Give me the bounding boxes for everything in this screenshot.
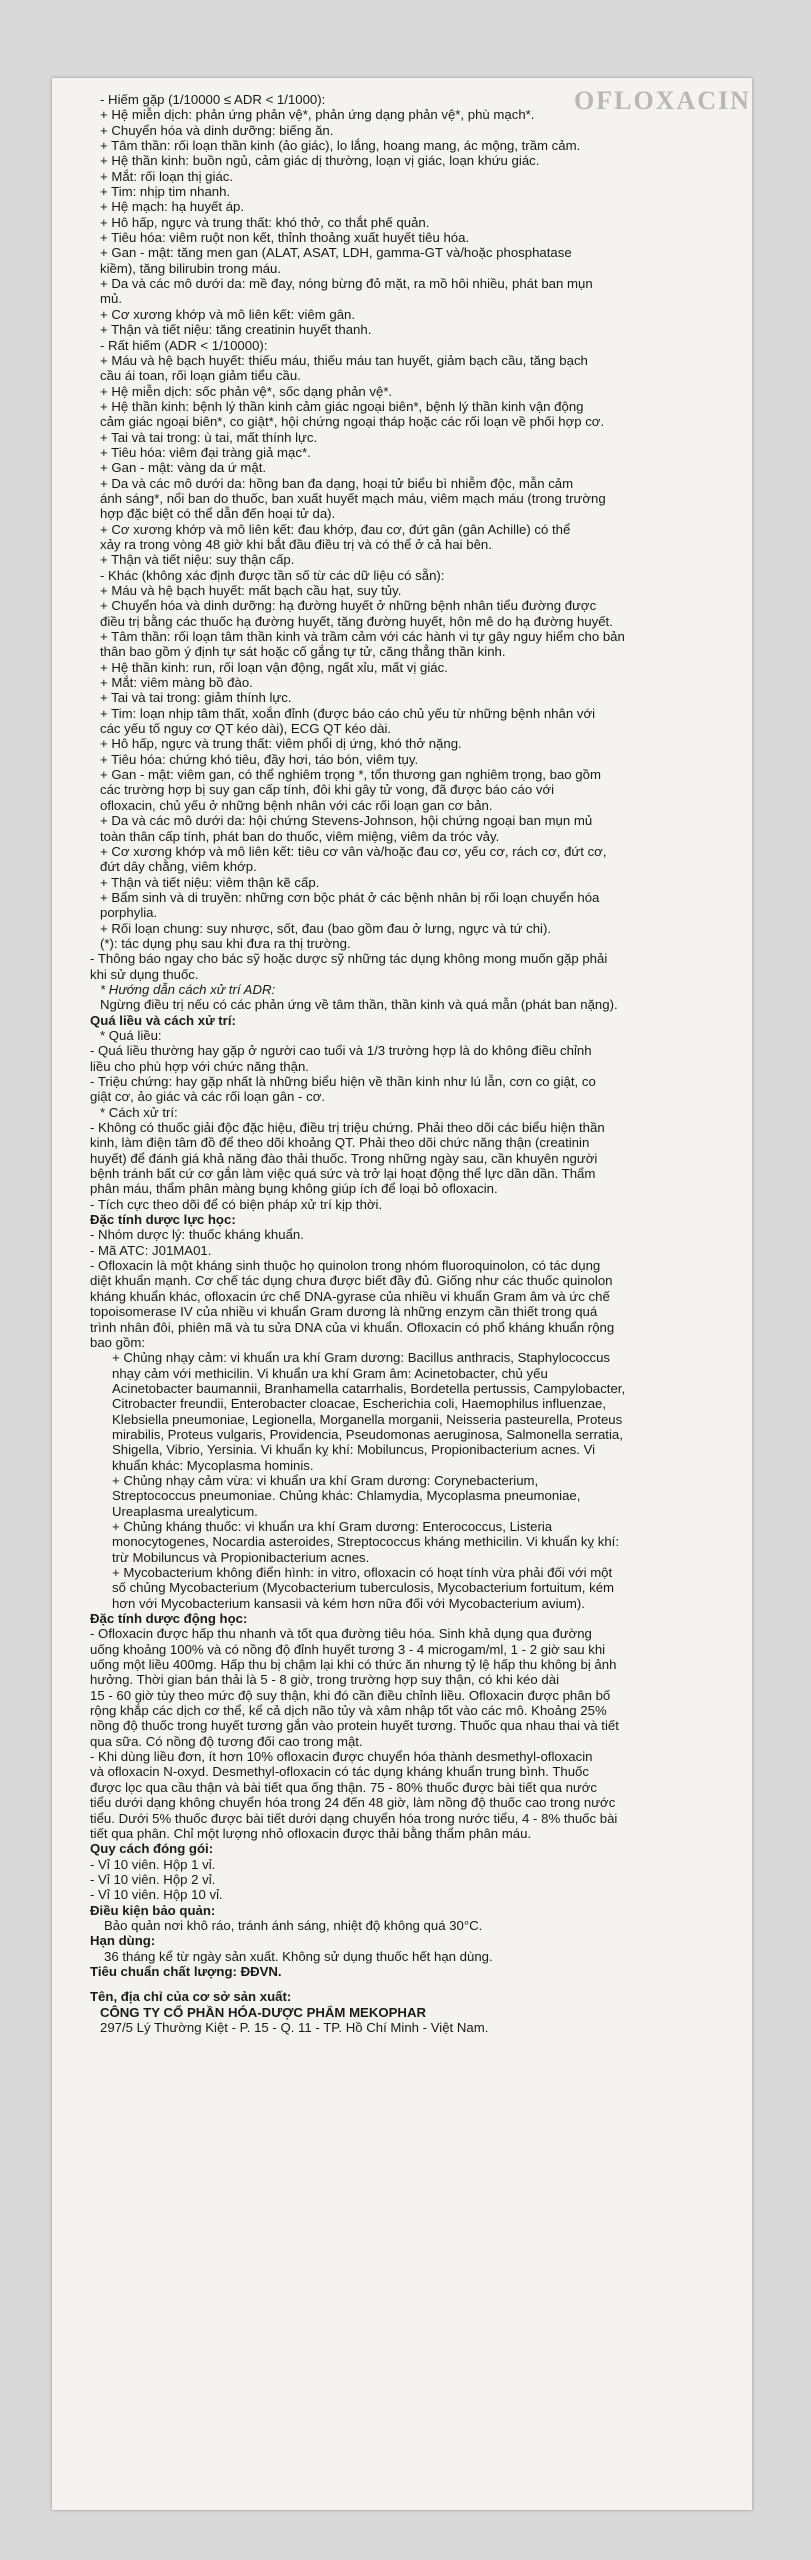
text-line: + Gan - mật: viêm gan, có thể nghiêm trọng *, tổn thương gan nghiêm trọng, bao gồm xyxy=(100,767,601,783)
text-line: hợp đặc biệt có thể dẫn đến hoại tử da). xyxy=(100,506,336,522)
text-line: được lọc qua cầu thận và bài tiết qua ống thận. 75 - 80% thuốc được bài tiết qua nước xyxy=(90,1779,597,1795)
text-line: uống một liều 400mg. Hấp thu bị chậm lại khi có thức ăn nhưng tỷ lệ hấp thu không bị ảnh xyxy=(90,1657,617,1673)
text-line: + Máu và hệ bạch huyết: mất bạch cầu hạt, suy tủy. xyxy=(100,583,402,598)
text-line: giật cơ, ảo giác và các rối loạn gân - cơ. xyxy=(90,1089,326,1105)
text-line: Klebsiella pneumoniae, Legionella, Morganella morganii, Neisseria pasteurella, Proteus xyxy=(112,1411,623,1427)
text-line: monocytogenes, Nocardia asteroides, Streptococcus kháng methicilin. Vi khuẩn kỵ khí: xyxy=(112,1534,620,1550)
text-line: - Ofloxacin là một kháng sinh thuộc họ quinolon trong nhóm fluoroquinolon, có tác dụng xyxy=(90,1258,601,1274)
text-line: + Chủng nhạy cảm vừa: vi khuẩn ưa khí Gram dương: Corynebacterium, xyxy=(112,1472,539,1488)
text-line: trình nhân đôi, phiên mã và tu sửa DNA của vi khuẩn. Ofloxacin có phổ kháng khuẩn rộng xyxy=(90,1319,615,1335)
text-line: + Tiêu hóa: chứng khó tiêu, đầy hơi, táo bón, viêm tụy. xyxy=(100,751,419,767)
text-line: + Tai và tai trong: giảm thính lực. xyxy=(100,690,292,706)
text-line: Shigella, Vibrio, Yersinia. Vi khuẩn kỵ khí: Mobiluncus, Propionibacterium acnes. Vi xyxy=(112,1442,596,1458)
text-line: - Tích cực theo dõi để có biện pháp xử trí kịp thời. xyxy=(90,1196,383,1212)
text-line: porphylia. xyxy=(100,905,158,921)
text-line: + Thận và tiết niệu: suy thận cấp. xyxy=(100,552,295,568)
text-line: tiểu. Dưới 5% thuốc được bài tiết dưới dạng chuyển hóa trong nước tiểu, 4 - 8% thuốc bài xyxy=(90,1810,618,1826)
text-line: điều trị bằng các thuốc hạ đường huyết, tăng đường huyết, hôn mê do hạ đường huyết. xyxy=(100,613,613,629)
text-line: khi sử dụng thuốc. xyxy=(90,966,199,982)
text-line: xảy ra trong vòng 48 giờ khi bắt đầu điều trị và có thể ở cả hai bên. xyxy=(100,536,492,552)
text-line: - Mã ATC: J01MA01. xyxy=(90,1242,212,1258)
text-line: topoisomerase IV của nhiều vi khuẩn Gram dương là những enzym cần thiết trong quá xyxy=(90,1304,598,1320)
text-line: + Cơ xương khớp và mô liên kết: đau khớp, đau cơ, đứt gân (gân Achille) có thể xyxy=(100,521,571,537)
leaflet-sheet xyxy=(52,78,752,2510)
text-line: + Mycobacterium không điển hình: in vitro, ofloxacin có hoạt tính vừa phải đối với một xyxy=(112,1565,613,1580)
text-line: + Tim: loạn nhịp tâm thất, xoắn đỉnh (được báo cáo chủ yếu từ những bệnh nhân với xyxy=(100,705,596,721)
text-line: Ureaplasma urealyticum. xyxy=(112,1503,258,1519)
text-line: khuẩn khác: Mycoplasma hominis. xyxy=(112,1457,314,1473)
text-line: nồng độ thuốc trong huyết tương gắn vào protein huyết tương. Thuốc qua nhau thai và tiết xyxy=(90,1718,619,1734)
text-line: các trường hợp bị suy gan cấp tính, đôi khi gây tử vong, đã được báo cáo với xyxy=(100,782,555,798)
text-line: toàn thân cấp tính, phát ban do thuốc, viêm miệng, viêm da tróc vảy. xyxy=(100,828,500,844)
text-line: - Khác (không xác định được tần số từ các dữ liệu có sẵn): xyxy=(100,567,445,583)
text-line: hơn với Mycobacterium kansasii và kém hơn nữa đối với Mycobacterium avium). xyxy=(112,1595,585,1611)
text-line: + Hệ mạch: hạ huyết áp. xyxy=(100,199,245,215)
text-line: đứt dây chằng, viêm khớp. xyxy=(100,859,257,875)
text-line: + Tiêu hóa: viêm ruột non kết, thỉnh thoảng xuất huyết tiêu hóa. xyxy=(100,230,470,246)
text-line: kinh, làm điện tâm đồ để theo dõi khoảng QT. Phải theo dõi chức năng thận (creatinin xyxy=(90,1135,590,1151)
text-line: mủ. xyxy=(100,291,122,307)
text-line: 15 - 60 giờ tùy theo mức độ suy thận, khi đó cần điều chỉnh liều. Ofloxacin được phân bố xyxy=(90,1687,611,1703)
text-line: + Hệ miễn dịch: phản ứng phản vệ*, phản ứng dạng phản vệ*, phù mạch*. xyxy=(100,107,535,123)
text-line: + Thận và tiết niệu: viêm thận kẽ cấp. xyxy=(100,874,320,890)
spacer xyxy=(90,1979,720,1989)
text-line: qua sữa. Có nồng độ tương đối cao trong mật. xyxy=(90,1733,363,1749)
text-line: + Hô hấp, ngực và trung thất: khó thở, co thắt phế quản. xyxy=(100,214,430,230)
text-line: 297/5 Lý Thường Kiệt - P. 15 - Q. 11 - TP. Hồ Chí Minh - Việt Nam. xyxy=(100,2019,489,2035)
text-line: + Chuyển hóa và dinh dưỡng: hạ đường huyết ở những bệnh nhân tiểu đường được xyxy=(100,598,597,614)
text-line: - Triệu chứng: hay gặp nhất là những biểu hiện về thần kinh như lú lẫn, cơn co giật, co xyxy=(90,1074,596,1089)
text-line: * Hướng dẫn cách xử trí ADR: xyxy=(100,981,276,997)
text-line: kháng khuẩn khác, ofloxacin ức chế DNA-gyrase của nhiều vi khuẩn Gram âm và ức chế xyxy=(90,1288,610,1304)
text-line: cảm giác ngoại biên*, co giật*, hội chứng ngoại tháp hoặc các rối loạn về phối hợp cơ. xyxy=(100,414,605,430)
text-line: thân bao gồm ý định tự sát hoặc cố gắng tự tử, căng thẳng thần kinh. xyxy=(100,644,506,660)
text-line: Acinetobacter baumannii, Branhamella catarrhalis, Bordetella pertussis, Campylobacter, xyxy=(112,1380,626,1396)
text-line: + Cơ xương khớp và mô liên kết: viêm gân. xyxy=(100,306,356,322)
text-line: + Hô hấp, ngực và trung thất: viêm phổi dị ứng, khó thở nặng. xyxy=(100,736,462,752)
text-line: Citrobacter freundii, Enterobacter cloacae, Escherichia coli, Haemophilus influenzae, xyxy=(112,1396,607,1412)
text-line: - Vỉ 10 viên. Hộp 1 vỉ. xyxy=(90,1856,216,1872)
text-line: + Cơ xương khớp và mô liên kết: tiêu cơ vân và/hoặc đau cơ, yếu cơ, rách cơ, đứt cơ, xyxy=(100,843,607,859)
text-line: - Không có thuốc giải độc đặc hiệu, điều trị triệu chứng. Phải theo dõi các biểu hiện thần xyxy=(90,1120,605,1136)
text-line: + Rối loạn chung: suy nhược, sốt, đau (bao gồm đau ở lưng, ngực và tứ chi). xyxy=(100,920,552,936)
text-line: - Thông báo ngay cho bác sỹ hoặc dược sỹ những tác dụng không mong muốn gặp phải xyxy=(90,951,608,967)
leaflet-text xyxy=(90,92,720,2035)
text-line: + Chủng kháng thuốc: vi khuẩn ưa khí Gram dương: Enterococcus, Listeria xyxy=(112,1518,553,1534)
text-line: * Cách xử trí: xyxy=(100,1104,178,1120)
text-line: uống khoảng 100% và có nồng độ đỉnh huyết tương 3 - 4 microgam/ml, 1 - 2 giờ sau khi xyxy=(90,1641,606,1657)
text-line: số chủng Mycobacterium (Mycobacterium tuberculosis, Mycobacterium fortuitum, kém xyxy=(112,1580,615,1596)
text-line: các yếu tố nguy cơ QT kéo dài), ECG QT kéo dài. xyxy=(100,721,392,737)
text-line: + Tim: nhịp tim nhanh. xyxy=(100,184,231,200)
section-heading: Tiêu chuẩn chất lượng: ĐĐVN. xyxy=(90,1963,282,1979)
text-line: cầu ái toan, rối loạn giảm tiểu cầu. xyxy=(100,368,301,384)
text-line: + Bẩm sinh và di truyền: những cơn bộc phát ở các bệnh nhân bị rối loạn chuyển hóa xyxy=(100,889,600,905)
text-line: + Hệ miễn dịch: sốc phản vệ*, sốc dạng phản vệ*. xyxy=(100,383,393,399)
text-line: - Vỉ 10 viên. Hộp 2 vỉ. xyxy=(90,1871,216,1887)
text-line: + Da và các mô dưới da: hội chứng Stevens-Johnson, hội chứng ngoại ban mụn mủ xyxy=(100,813,593,829)
text-line: liều cho phù hợp với chức năng thận. xyxy=(90,1058,309,1074)
text-line: + Da và các mô dưới da: mề đay, nóng bừng đỏ mặt, ra mồ hôi nhiều, phát ban mụn xyxy=(100,276,593,292)
text-line: - Vỉ 10 viên. Hộp 10 vỉ. xyxy=(90,1887,223,1903)
text-line: ofloxacin, chủ yếu ở những bệnh nhân với các rối loạn gan cơ bản. xyxy=(100,797,493,813)
text-line: + Hệ thần kinh: bệnh lý thần kinh cảm giác ngoại biên*, bệnh lý thần kinh vận động xyxy=(100,398,584,414)
text-line: + Da và các mô dưới da: hồng ban đa dạng, hoại tử biểu bì nhiễm độc, mẫn cảm xyxy=(100,475,574,491)
text-line: + Mắt: rối loạn thị giác. xyxy=(100,168,234,184)
text-line: + Gan - mật: vàng da ứ mật. xyxy=(100,460,267,476)
text-line: - Hiếm gặp (1/10000 ≤ ADR < 1/1000): xyxy=(100,92,326,107)
text-line: rộng khắp các dịch cơ thể, kể cả dịch não tủy và xâm nhập tốt vào các mô. Khoảng 25% xyxy=(90,1703,607,1719)
text-line: Streptococcus pneumoniae. Chủng khác: Chlamydia, Mycoplasma pneumoniae, xyxy=(112,1488,581,1504)
text-line: hưởng. Thời gian bán thải là 5 - 8 giờ, trong trường hợp suy thận, có khi kéo dài xyxy=(90,1672,559,1688)
text-line: ánh sáng*, nổi ban do thuốc, ban xuất huyết mạch máu, viêm mạch máu (trong trường xyxy=(100,490,606,506)
text-line: - Khi dùng liều đơn, ít hơn 10% ofloxacin được chuyển hóa thành desmethyl-ofloxacin xyxy=(90,1749,593,1765)
text-line: phân máu, thẩm phân màng bụng không giúp ích để loại bỏ ofloxacin. xyxy=(90,1181,498,1197)
text-line: + Tâm thần: rối loạn tâm thần kinh và trầm cảm với các hành vi tự gây nguy hiểm cho bản xyxy=(100,629,625,645)
text-line: + Thận và tiết niệu: tăng creatinin huyết thanh. xyxy=(100,322,372,338)
text-line: + Hệ thần kinh: buồn ngủ, cảm giác dị thường, loạn vị giác, loạn khứu giác. xyxy=(100,153,540,169)
text-line: kiềm), tăng bilirubin trong máu. xyxy=(100,260,282,276)
text-line: trừ Mobiluncus và Propionibacterium acnes. xyxy=(112,1549,370,1565)
text-line: mirabilis, Proteus vulgaris, Providencia, Pseudomonas aeruginosa, Salmonella serratia, xyxy=(112,1426,623,1442)
text-line: Ngừng điều trị nếu có các phản ứng về tâm thần, thần kinh và quá mẫn (phát ban nặng). xyxy=(100,997,618,1013)
text-line: + Máu và hệ bạch huyết: thiếu máu, thiếu máu tan huyết, giảm bạch cầu, tăng bạch xyxy=(100,352,588,368)
text-line: - Nhóm dược lý: thuốc kháng khuẩn. xyxy=(90,1227,304,1243)
text-line: bệnh tránh bất cứ cơ gắn làm việc quá sức và trở lại hoạt động thể lực dần dần. Thẩm xyxy=(90,1166,596,1182)
text-line: + Tiêu hóa: viêm đại tràng giả mạc*. xyxy=(100,444,311,460)
text-line: huyết) để đánh giá khả năng đào thải thuốc. Trong những ngày sau, cần khuyên người xyxy=(90,1150,598,1166)
text-line: + Chủng nhạy cảm: vi khuẩn ưa khí Gram dương: Bacillus anthracis, Staphylococcus xyxy=(112,1350,611,1366)
text-line: + Mắt: viêm màng bồ đào. xyxy=(100,675,253,691)
text-line: bao gồm: xyxy=(90,1334,145,1350)
text-line: Bảo quản nơi khô ráo, tránh ánh sáng, nhiệt độ không quá 30°C. xyxy=(104,1917,483,1933)
text-line: tiểu dưới dạng không chuyển hóa trong 24 đến 48 giờ, làm nồng độ thuốc cao trong nước xyxy=(90,1795,616,1811)
text-line: và ofloxacin N-oxyd. Desmethyl-ofloxacin có tác dụng kháng khuẩn trung bình. Thuốc xyxy=(90,1764,589,1780)
text-line: CÔNG TY CỔ PHẦN HÓA-DƯỢC PHẨM MEKOPHAR xyxy=(100,2004,426,2020)
section-heading: Đặc tính dược động học: xyxy=(90,1611,248,1627)
text-line: 36 tháng kể từ ngày sản xuất. Không sử dụng thuốc hết hạn dùng. xyxy=(104,1948,493,1964)
text-line: + Gan - mật: tăng men gan (ALAT, ASAT, LDH, gamma-GT và/hoặc phosphatase xyxy=(100,245,572,261)
text-line: + Hệ thần kinh: run, rối loạn vận động, ngất xỉu, mất vị giác. xyxy=(100,659,448,675)
text-line: * Quá liều: xyxy=(100,1027,162,1043)
text-line: - Ofloxacin được hấp thu nhanh và tốt qua đường tiêu hóa. Sinh khả dụng qua đường xyxy=(90,1626,592,1642)
section-heading: Quy cách đóng gói: xyxy=(90,1841,214,1857)
section-heading: Tên, địa chỉ của cơ sở sản xuất: xyxy=(90,1989,292,2005)
text-line: + Tâm thần: rối loạn thần kinh (ảo giác), lo lắng, hoang mang, ác mộng, trầm cảm. xyxy=(100,138,581,154)
bleed-through-title: OFLOXACIN xyxy=(574,86,751,115)
text-line: nhạy cảm với methicilin. Vi khuẩn ưa khí Gram âm: Acinetobacter, chủ yếu xyxy=(112,1365,548,1381)
text-line: diệt khuẩn mạnh. Cơ chế tác dụng chưa được biết đầy đủ. Giống như các thuốc quinolon xyxy=(90,1273,613,1289)
text-line: + Chuyển hóa và dinh dưỡng: biếng ăn. xyxy=(100,122,334,138)
text-line: + Tai và tai trong: ù tai, mất thính lực. xyxy=(100,429,318,445)
text-line: (*): tác dụng phụ sau khi đưa ra thị trường. xyxy=(100,935,351,951)
text-line: tiết qua phân. Chỉ một lượng nhỏ ofloxacin được thải bằng thẩm phân máu. xyxy=(90,1825,532,1841)
section-heading: Quá liều và cách xử trí: xyxy=(90,1012,236,1028)
section-heading: Điều kiện bảo quản: xyxy=(90,1902,216,1918)
text-line: - Quá liều thường hay gặp ở người cao tuổi và 1/3 trường hợp là do không điều chỉnh xyxy=(90,1043,592,1059)
text-line: - Rất hiếm (ADR < 1/10000): xyxy=(100,337,268,353)
section-heading: Hạn dùng: xyxy=(90,1933,156,1949)
section-heading: Đặc tính dược lực học: xyxy=(90,1212,236,1228)
